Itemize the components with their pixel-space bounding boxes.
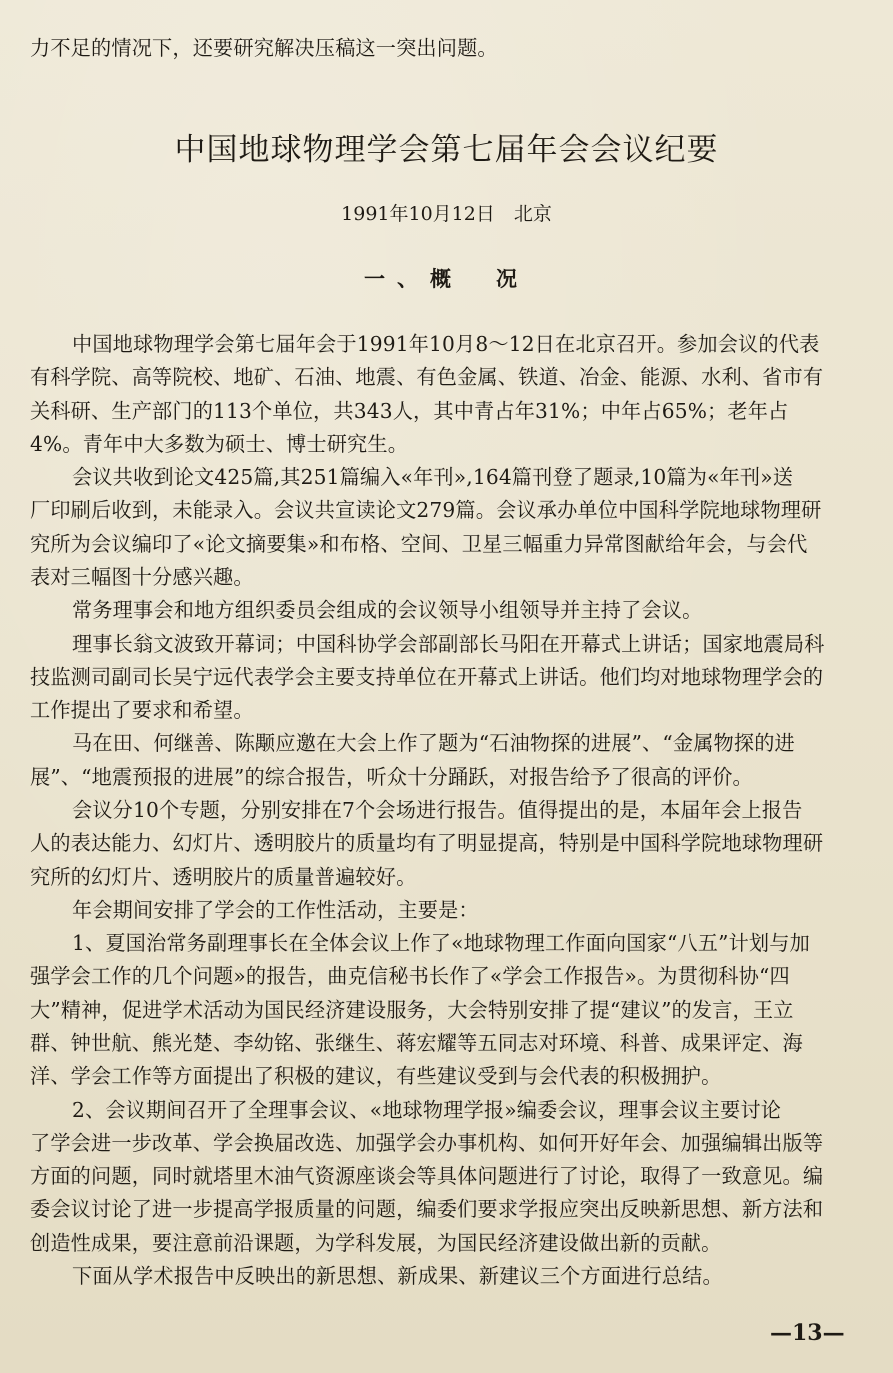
paragraph-line: 强学会工作的几个问题»的报告，曲克信秘书长作了«学会工作报告»。为贯彻科协“四 — [30, 964, 790, 988]
document-title: 中国地球物理学会第七届年会会议纪要 — [174, 132, 719, 168]
continuation-line: 力不足的情况下，还要研究解决压稿这一突出问题。 — [30, 36, 498, 60]
paragraph-line: 表对三幅图十分感兴趣。 — [30, 565, 254, 589]
paragraph-line: 方面的问题，同时就塔里木油气资源座谈会等具体问题进行了讨论，取得了一致意见。编 — [30, 1164, 824, 1188]
paragraph-line: 大”精神，促进学术活动为国民经济建设服务，大会特别安排了提“建议”的发言，王立 — [30, 998, 794, 1022]
paragraph-line: 展”、“地震预报的进展”的综合报告，听众十分踊跃，对报告给予了很高的评价。 — [30, 765, 753, 789]
paragraph-line: 会议分10个专题，分别安排在7个会场进行报告。值得提出的是，本届年会上报告 — [72, 798, 803, 822]
paragraph-line: 有科学院、高等院校、地矿、石油、地震、有色金属、铁道、冶金、能源、水利、省市有 — [30, 365, 824, 389]
paragraph-line: 常务理事会和地方组织委员会组成的会议领导小组领导并主持了会议。 — [72, 598, 703, 622]
dateline: 1991年10月12日 北京 — [341, 203, 552, 225]
page-number: —13— — [770, 1320, 845, 1346]
paragraph-line: 了学会进一步改革、学会换届改选、加强学会办事机构、如何开好年会、加强编辑出版等 — [30, 1131, 824, 1155]
paragraph-line: 关科研、生产部门的113个单位，共343人，其中青占年31%；中年占65%；老年占 — [30, 399, 789, 423]
paragraph-line: 年会期间安排了学会的工作性活动，主要是： — [72, 898, 479, 922]
paragraph-line: 厂印刷后收到，未能录入。会议共宣读论文279篇。会议承办单位中国科学院地球物理研 — [30, 498, 822, 522]
paragraph-line: 中国地球物理学会第七届年会于1991年10月8～12日在北京召开。参加会议的代表 — [72, 332, 820, 356]
paragraph-line: 2、会议期间召开了全理事会议、«地球物理学报»编委会议，理事会议主要讨论 — [72, 1098, 782, 1122]
paragraph-line: 洋、学会工作等方面提出了积极的建议，有些建议受到与会代表的积极拥护。 — [30, 1064, 722, 1088]
paragraph-line: 究所的幻灯片、透明胶片的质量普遍较好。 — [30, 865, 417, 889]
paragraph-line: 下面从学术报告中反映出的新思想、新成果、新建议三个方面进行总结。 — [72, 1264, 723, 1288]
paragraph-line: 马在田、何继善、陈颙应邀在大会上作了题为“石油物探的进展”、“金属物探的进 — [72, 731, 795, 755]
paragraph-line: 委会议讨论了进一步提高学报质量的问题，编委们要求学报应突出反映新思想、新方法和 — [30, 1197, 824, 1221]
paragraph-line: 人的表达能力、幻灯片、透明胶片的质量均有了明显提高，特别是中国科学院地球物理研 — [30, 831, 824, 855]
paragraph-line: 1、夏国治常务副理事长在全体会议上作了«地球物理工作面向国家“八五”计划与加 — [72, 931, 810, 955]
section-heading: 一、概 况 — [364, 266, 529, 291]
paragraph-line: 究所为会议编印了«论文摘要集»和布格、空间、卫星三幅重力异常图献给年会，与会代 — [30, 532, 808, 556]
paragraph-line: 工作提出了要求和希望。 — [30, 698, 254, 722]
paragraph-line: 理事长翁文波致开幕词；中国科协学会部副部长马阳在开幕式上讲话；国家地震局科 — [72, 632, 825, 656]
paragraph-line: 技监测司副司长吴宁远代表学会主要支持单位在开幕式上讲话。他们均对地球物理学会的 — [30, 665, 824, 689]
paragraph-line: 会议共收到论文425篇,其251篇编入«年刊»,164篇刊登了题录,10篇为«年刊»送 — [72, 465, 794, 489]
paragraph-line: 群、钟世航、熊光楚、李幼铭、张继生、蒋宏耀等五同志对环境、科普、成果评定、海 — [30, 1031, 803, 1055]
paragraph-line: 4%。青年中大多数为硕士、博士研究生。 — [30, 432, 409, 456]
paragraph-line: 创造性成果，要注意前沿课题，为学科发展，为国民经济建设做出新的贡献。 — [30, 1231, 722, 1255]
